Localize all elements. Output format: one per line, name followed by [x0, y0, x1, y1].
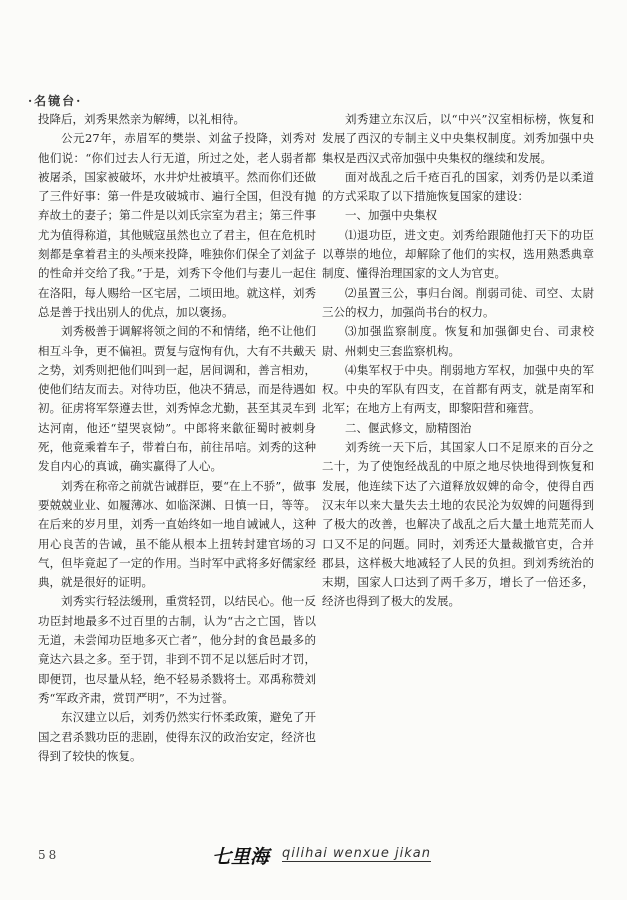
paragraph: ⑵虽置三公，事归台阁。削弱司徒、司空、太尉三公的权力，加强尚书台的权力。: [322, 285, 594, 319]
paragraph: 刘秀统一天下后，其国家人口不足原来的百分之二十，为了使饱经战乱的中原之地尽快地得到恢复和发展，他连续下达了六道释放奴婢的命令，使得自西汉末年以来大量失去土地的农民沦为奴婢的问题得到了极大的改善，也解决了战乱之后大量土地荒芜而人口又不足的问题。同时，刘秀还大量裁撤官吏，合并郡县，这样极大地减轻了人民的负担。到刘秀统治的末期，国家人口达到了两千多万，增长了一倍还多，经济也得到了极大的发展。: [322, 440, 594, 609]
paragraph: 面对战乱之后千疮百孔的国家，刘秀仍是以柔道的方式采取了以下措施恢复国家的建设：: [322, 169, 594, 204]
right-column: [322, 110, 594, 612]
paragraph: ⑴退功臣，进文吏。刘秀给跟随他打天下的功臣以尊崇的地位，却解除了他们的实权，选用熟悉典章制度、懂得治理国家的文人为官吏。: [322, 227, 594, 281]
paragraph: 刘秀建立东汉后，以“中兴”汉室相标榜，恢复和发展了西汉的专制主义中央集权制度。刘秀加强中央集权是西汉式帝加强中央集权的继续和发展。: [322, 112, 594, 165]
paragraph: ⑶加强监察制度。恢复和加强御史台、司隶校尉、州刺史三套监察机构。: [322, 324, 594, 358]
paragraph: 一、加强中央集权: [345, 208, 437, 223]
paragraph: ⑷集军权于中央。削弱地方军权，加强中央的军权。中央的军队有四支，在首都有两支，就是南军和北军；在地方上有两支，即黎阳营和雍营。: [322, 362, 594, 416]
page-number: 58: [38, 848, 60, 862]
paragraph: 投降后，刘秀果然亲为解缚，以礼相待。: [38, 112, 245, 126]
paragraph: 刘秀实行轻法缓刑，重赏轻罚，以结民心。他一反功臣封地最多不过百里的古制，认为“古之亡国，皆以无道，未尝闻功臣地多灭亡者”，他分封的食邑最多的竟达六县之多。至于罚，非到不罚不足以惩后时才罚，即便罚，也尽量从轻，绝不轻易杀戮将士。邓禹称赞刘秀“军政齐肃，赏罚严明”，不为过誉。: [38, 594, 316, 705]
left-column: [38, 110, 316, 766]
section-header: ·名镜台·: [28, 94, 83, 108]
paragraph: 刘秀在称帝之前就告诫群臣，要“在上不骄”，做事要兢兢业业、如履薄冰、如临深渊、日慎一日，等等。在后来的岁月里，刘秀一直始终如一地自诫诫人，这种用心良苦的告诫，虽不能从根本上扭转封建官场的习气，但毕竟起了一定的作用。当时军中武将多好儒家经典，就是很好的证明。: [38, 478, 316, 590]
paragraph: 公元27年，赤眉军的樊崇、刘盆子投降，刘秀对他们说：“你们过去人行无道，所过之处，老人弱者都被屠杀，国家被破坏，水井炉灶被填平。然而你们还做了三件好事：第一件是攻破城市、遍行全国，但没有抛弃故土的妻子；第二件是以刘氏宗室为君主；第三件事尤为值得称道，其他贼寇虽然也立了君主，但在危机时刻都是拿着君主的头颅来投降，唯独你们保全了刘盆子的性命并交给了我。”于是，刘秀下令他们与妻儿一起住在洛阳，每人赐给一区宅居，二顷田地。就这样，刘秀总是善于找出别人的优点，加以褒扬。: [38, 131, 316, 319]
page-footer: [0, 842, 627, 872]
paragraph: 二、偃武修文，励精图治: [345, 420, 472, 435]
magazine-logo: 七里海: [212, 846, 270, 868]
magazine-pinyin: qilihai wenxue jikan: [282, 846, 431, 861]
paragraph: 刘秀极善于调解将领之间的不和情绪，绝不让他们相互斗争，更不偏袒。贾复与寇恂有仇，大有不共戴天之势，刘秀则把他们叫到一起，居间调和，善言相劝，使他们结友而去。对待功臣，他决不猜忌，而是待遇如初。征虏将军祭遵去世，刘秀悼念尤勤，甚至其灵车到达河南，他还“望哭哀恸”。中郎将来歙征蜀时被刺身死，他竟乘着车子，带着白布，前往吊唁。刘秀的这种发自内心的真诚，确实赢得了人心。: [38, 324, 316, 474]
paragraph: 东汉建立以后，刘秀仍然实行怀柔政策，避免了开国之君杀戮功臣的悲剧，使得东汉的政治安定，经济也得到了较快的恢复。: [38, 710, 316, 763]
